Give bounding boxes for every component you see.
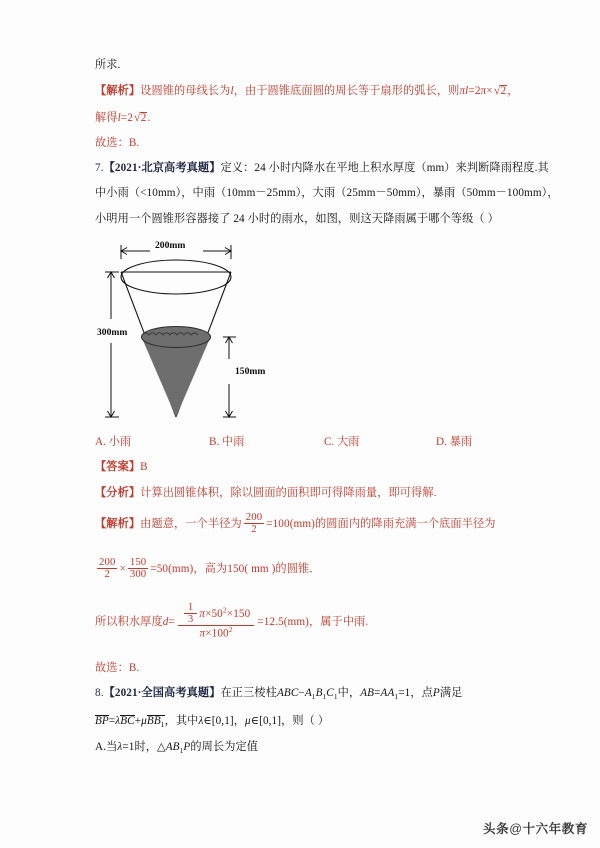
q7-range-heavy: 25mm－50mm [346, 187, 416, 200]
q8-stem-d: 满足 [439, 687, 463, 700]
vector-lambda: λ [115, 714, 121, 727]
q6-analysis-line [95, 85, 525, 98]
numerator-times-2: × [226, 607, 234, 620]
q7-solution-eq-2: = [150, 562, 157, 575]
q6-choose-line [95, 138, 525, 150]
q7-option-c-label: 大雨 [337, 435, 360, 448]
lambda-in: ∈ [203, 714, 212, 727]
q7-options-row [95, 433, 525, 449]
q7-thickness-line [95, 603, 525, 642]
q7-stem-line-3 [95, 214, 525, 226]
q7-stem-text-3: 小明用一个圆锥形容器接了 24 小时的雨水，如图，则这天降雨属于哪个等级（ ） [95, 212, 499, 225]
q8-eq-2: = [398, 687, 405, 700]
q7-solution-text-1: 由题意，一个半径为 [140, 517, 242, 530]
q7-option-a-label: 小雨 [108, 435, 132, 448]
q7-option-a[interactable] [95, 433, 209, 449]
thickness-denominator [178, 625, 254, 641]
cone-water-diagram [97, 239, 313, 427]
thickness-tail-sep: ， [308, 615, 321, 628]
q8-eq-1: = [374, 687, 381, 700]
q8-option-a-text-a: 当 [106, 740, 118, 753]
thickness-big-fraction [178, 603, 254, 642]
q8-option-a-ab: AB [165, 740, 180, 753]
q8-prism-a1: A [304, 687, 312, 700]
q7-height-unit: ( mm ) [244, 562, 276, 575]
watermark-at-symbol: @ [509, 822, 523, 836]
bf1-numerator: 200 [99, 556, 116, 569]
denominator-100: 100 [211, 628, 229, 641]
water-height-dimension [223, 337, 236, 417]
vector-bp: BP [95, 714, 109, 727]
q8-prism-b1: B [315, 687, 323, 700]
thickness-var-d: d [162, 615, 169, 628]
range-separator: ， [233, 714, 246, 727]
q8-option-a-one: 1 [128, 740, 135, 753]
radius-denominator: 2 [244, 523, 264, 535]
q7-range-storm: 50mm－100mm [466, 187, 542, 200]
q7-range-light: <10mm [140, 187, 176, 200]
radius-fraction [244, 512, 264, 535]
numerator-times-1: × [205, 607, 212, 620]
q8-option-a-text-c: 的周长为定值 [190, 740, 259, 753]
cone-top-rim-ellipse [121, 260, 231, 294]
base-radius-fraction-1 [97, 557, 117, 580]
q7-stem-2d: ），暴雨（ [415, 187, 467, 200]
cone-diagram-svg [103, 239, 313, 427]
breakdown-tag: 【分析】 [95, 486, 141, 499]
q6-solve-period: . [147, 111, 151, 124]
radius-unit: (mm) [289, 517, 315, 530]
q7-answer-line [95, 462, 525, 474]
q6-suoqiu-line [95, 60, 525, 72]
q8-one: 1 [404, 687, 411, 700]
denominator-pi: π [199, 628, 206, 641]
one-third-fraction [184, 602, 197, 625]
q7-choose-answer: B. [128, 662, 140, 675]
analysis-tag: 【解析】 [95, 85, 141, 98]
q8-option-a[interactable] [95, 742, 525, 755]
q8-number: 8. [95, 687, 104, 700]
q7-stem-2e: ）， [541, 187, 559, 200]
water-height-label: 150mm [235, 365, 266, 377]
q7-height-value: 150 [227, 562, 245, 575]
q6-analysis-text-2: ，由于圆锥底面圆的周长等于扇形的弧长，则 [233, 85, 460, 98]
q7-answer-value: B [140, 461, 148, 474]
q7-option-b-label: 中雨 [222, 435, 245, 448]
vector-plus: + [134, 714, 142, 727]
bf2-numerator: 150 [129, 556, 147, 569]
numerator-pi: π [199, 607, 206, 620]
q7-option-d-label: 暴雨 [449, 435, 473, 448]
q6-choose-label: 故选： [95, 136, 129, 149]
one-third-num: 1 [187, 601, 194, 614]
q8-option-a-lambda: λ [117, 740, 123, 753]
water-body-fill [142, 337, 211, 417]
q7-option-b[interactable] [209, 433, 324, 449]
bf2-denominator: 300 [129, 568, 147, 581]
q6-solve-label: 解得 [95, 111, 118, 124]
watermark [483, 819, 588, 837]
document-body [95, 59, 559, 768]
q8-option-a-ab-sub: 1 [179, 746, 184, 756]
watermark-account: 十六年教育 [522, 822, 588, 836]
solution-tag: 【解析】 [95, 517, 141, 530]
q6-solve-sqrt [134, 111, 151, 125]
q7-solution-line-1 [95, 513, 525, 536]
q8-option-a-p: P [183, 740, 191, 753]
q7-stem-line-1 [95, 162, 549, 175]
q7-range-moderate: 10mm－25mm [226, 187, 296, 200]
q7-option-d[interactable] [436, 433, 472, 449]
q8-stem-c: ，点 [410, 687, 433, 700]
water-surface-ellipse [142, 326, 211, 347]
q8-prism-a1-sub: 1 [311, 692, 316, 702]
mu-in: ∈ [250, 714, 260, 727]
q7-stem-text-1: 定义：24 小时内降水在平地上积水厚度（mm）来判断降雨程度.其 [220, 162, 549, 174]
q7-option-c-key: C. [324, 435, 335, 448]
vector-then: ，则（ ） [281, 714, 330, 727]
vector-bc: BC [120, 714, 135, 727]
q7-solution-sep: ， [193, 562, 205, 575]
q6-eq-pi: π [459, 85, 466, 98]
thickness-result-unit: (mm) [283, 615, 309, 628]
q8-vector-line [95, 715, 525, 729]
q6-eq-equals: = [468, 85, 475, 98]
q8-point-p: P [432, 687, 440, 700]
q7-choose-line [95, 663, 525, 675]
q8-stem-line-1 [95, 688, 525, 701]
cone-height-label: 300mm [97, 326, 128, 338]
numerator-150: 150 [233, 607, 251, 620]
q6-eq-comma: ， [507, 85, 519, 98]
q7-solution-line-2 [95, 558, 525, 581]
q7-analysis-line [95, 488, 525, 500]
q7-analysis-text: 计算出圆锥体积，除以圆面的面积即可得降雨量，即可得解. [140, 486, 437, 499]
q6-eq-times: × [486, 85, 493, 98]
q6-solve-var: l [117, 111, 121, 124]
thickness-result-value: 12.5 [263, 615, 284, 628]
q6-analysis-text-1: 设圆锥的母线长为 [140, 85, 231, 98]
q6-solve-coef: 2 [127, 111, 133, 124]
vector-equals: = [108, 714, 116, 727]
numerator-50-exponent: 2 [222, 604, 227, 614]
base-radius-value: 50 [156, 562, 169, 575]
mu-symbol: μ [245, 714, 251, 727]
one-third-den: 3 [184, 613, 197, 625]
q7-stem-line-2 [95, 187, 559, 200]
q6-sqrt-2 [494, 85, 508, 98]
lambda-range: [0,1] [211, 714, 234, 727]
vector-where: 其中 [175, 714, 199, 727]
vector-bb1-sub: 1 [160, 720, 165, 730]
q7-height-label: 高为 [204, 562, 228, 575]
q8-option-a-triangle: △ [157, 740, 166, 753]
q7-option-b-key: B. [209, 435, 220, 448]
watermark-brand: 头条 [482, 822, 510, 836]
q8-source-tag: 【2021·全国高考真题】 [103, 687, 221, 700]
q7-stem-2b: ），中雨（ [175, 187, 227, 200]
q7-option-a-key: A. [95, 435, 106, 448]
q6-var-l: l [230, 85, 234, 98]
q7-figure-container [95, 239, 525, 427]
q8-aa1-sub: 1 [394, 692, 399, 702]
mu-range: [0,1] [259, 714, 282, 727]
q8-stem-b: 中， [337, 687, 361, 700]
lambda-symbol: λ [198, 714, 204, 727]
q7-source-tag: 【2021·北京高考真题】 [103, 162, 221, 174]
q6-eq-2pi: 2π [474, 85, 487, 98]
q7-height-tail: 的圆锥． [275, 562, 321, 575]
thickness-result-equals: = [257, 615, 264, 628]
vector-bb1 [147, 715, 165, 729]
denominator-times: × [205, 628, 212, 641]
q8-option-a-eq: = [122, 740, 129, 753]
q8-ab: AB [360, 687, 375, 700]
q7-choose-label: 故选： [95, 662, 129, 675]
thickness-label: 所以积水厚度 [95, 615, 163, 628]
q7-stem-2a: 中小雨（ [95, 187, 141, 200]
q8-prism-dash: − [298, 687, 305, 700]
q7-solution-eq-1: = [266, 517, 273, 530]
q6-choose-answer: B. [128, 136, 140, 149]
base-radius-fraction-2 [128, 557, 148, 580]
q6-sqrt-radicand: 2 [500, 85, 507, 98]
radius-numerator: 200 [245, 511, 263, 524]
thickness-numerator [178, 603, 254, 626]
q6-suoqiu-text: 所求. [95, 59, 121, 71]
q6-solve-sqrt-radicand: 2 [140, 111, 147, 124]
q7-number: 7. [95, 162, 104, 174]
q7-solution-text-1b: 的圆面内的降雨充满一个底面半径为 [314, 517, 496, 530]
base-radius-unit: (mm) [168, 562, 194, 575]
answer-tag: 【答案】 [95, 461, 141, 474]
bf1-denominator: 2 [97, 568, 117, 580]
q8-stem-a: 在正三棱柱 [220, 687, 277, 700]
q6-solve-line [95, 112, 525, 125]
q8-prism-b1-sub: 1 [322, 692, 327, 702]
denominator-100-exponent: 2 [228, 625, 233, 635]
radius-value: 100 [272, 517, 290, 530]
q7-option-c[interactable] [324, 433, 436, 449]
q8-option-a-text-b: 时， [134, 740, 158, 753]
thickness-conclusion: 属于中雨. [320, 615, 369, 628]
q6-eq-l: l [465, 85, 469, 98]
q8-prism-abc: ABC [276, 687, 299, 700]
q7-solution-times: × [119, 562, 126, 575]
vector-comma: ， [164, 714, 176, 727]
cone-height-dimension [105, 272, 119, 417]
q7-option-d-key: D. [436, 435, 447, 448]
q8-aa1: AA [380, 687, 395, 700]
top-diameter-label: 200mm [155, 239, 186, 251]
q8-prism-c1: C [326, 687, 334, 700]
q7-stem-2c: ），大雨（ [295, 187, 347, 200]
q8-prism-c1-sub: 1 [333, 692, 338, 702]
vector-bb1-letters: BB [146, 714, 161, 727]
thickness-equals: = [168, 615, 175, 628]
vector-mu: μ [141, 714, 147, 727]
q8-option-a-key: A. [95, 740, 107, 753]
q6-solve-equals: = [120, 111, 128, 124]
numerator-50: 50 [211, 607, 223, 620]
